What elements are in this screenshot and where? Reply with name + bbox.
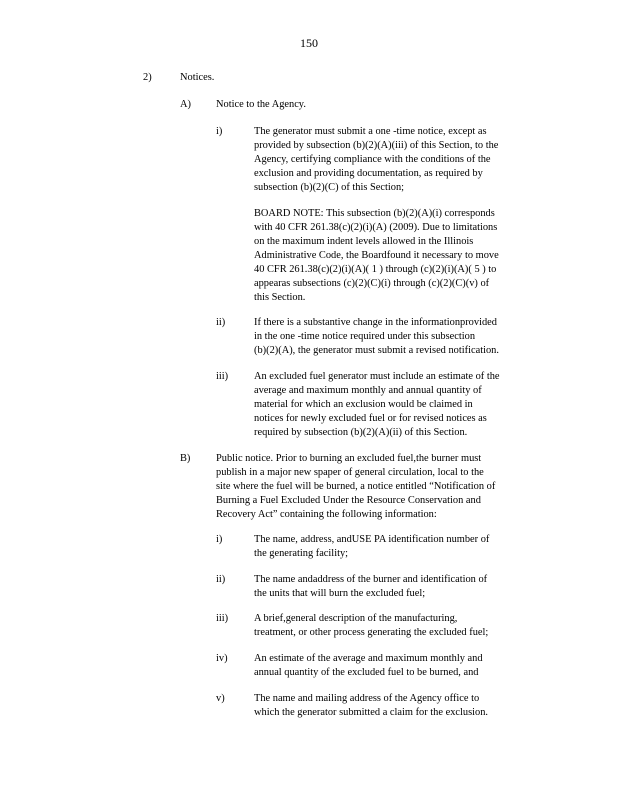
note-line: Administrative Code, the Boardfound it necessary to move — [254, 250, 499, 261]
subsection-b-marker: B) — [180, 453, 191, 464]
text-line: publish in a major new spaper of general circulation, local to the — [216, 467, 484, 478]
subsection-a-marker: A) — [180, 99, 191, 110]
text-line: Burning a Fuel Excluded Under the Resource Conservation and — [216, 495, 481, 506]
text-line: Public notice. Prior to burning an excluded fuel,the burner must — [216, 453, 482, 464]
text-line: Agency, certifying compliance with the conditions of the — [254, 154, 491, 165]
note-line: BOARD NOTE: This subsection (b)(2)(A)(i) corresponds — [254, 208, 495, 219]
text-line: material for which an exclusion would be claimed in — [254, 399, 473, 410]
item-a-iii-marker: iii) — [216, 371, 229, 382]
text-line: site where the fuel will be burned, a notice entitled “Notification of — [216, 481, 496, 492]
item-b-i-marker: i) — [216, 534, 223, 545]
note-line: appearas subsections (c)(2)(C)(i) through (c)(2)(C)(v) of — [254, 278, 490, 289]
text-line: (b)(2)(A), the generator must submit a revised notification. — [254, 345, 499, 356]
item-a-ii-marker: ii) — [216, 317, 226, 328]
text-line: An estimate of the average and maximum monthly and — [254, 653, 483, 664]
text-line: The name, address, andUSE PA identification number of — [254, 534, 490, 545]
text-line: subsection (b)(2)(C) of this Section; — [254, 182, 405, 193]
item-b-iv-marker: iv) — [216, 653, 228, 664]
text-line: If there is a substantive change in the informationprovided — [254, 317, 497, 328]
text-line: A brief,general description of the manufacturing, — [254, 613, 458, 624]
note-line: this Section. — [254, 292, 306, 303]
text-line: the generating facility; — [254, 548, 349, 559]
text-line: required by subsection (b)(2)(A)(ii) of this Section. — [254, 427, 468, 438]
section-marker: 2) — [143, 72, 152, 83]
text-line: exclusion and providing documentation, as required by — [254, 168, 483, 179]
text-line: the units that will burn the excluded fuel; — [254, 588, 426, 599]
text-line: An excluded fuel generator must include an estimate of the — [254, 371, 500, 382]
text-line: annual quantity of the excluded fuel to be burned, and — [254, 667, 479, 678]
text-line: Recovery Act” containing the following information: — [216, 509, 437, 520]
text-line: average and maximum monthly and annual quantity of — [254, 385, 482, 396]
text-line: treatment, or other process generating the excluded fuel; — [254, 627, 489, 638]
note-line: with 40 CFR 261.38(c)(2)(i)(A) (2009). Due to limitations — [254, 222, 498, 233]
item-a-i-marker: i) — [216, 126, 223, 137]
text-line: The name andaddress of the burner and identification of — [254, 574, 488, 585]
section-title: Notices. — [180, 72, 215, 83]
text-line: The generator must submit a one -time notice, except as — [254, 126, 487, 137]
text-line: provided by subsection (b)(2)(A)(iii) of this Section, to the — [254, 140, 499, 151]
text-line: The name and mailing address of the Agency office to — [254, 693, 480, 704]
note-line: on the maximum indent levels allowed in the Illinois — [254, 236, 474, 247]
text-line: notices for newly excluded fuel or for revised notices as — [254, 413, 487, 424]
text-line: in the one -time notice required under this subsection — [254, 331, 476, 342]
text-line: which the generator submitted a claim for the exclusion. — [254, 707, 489, 718]
page-number: 150 — [300, 36, 318, 50]
subsection-a-title: Notice to the Agency. — [216, 99, 306, 110]
item-b-ii-marker: ii) — [216, 574, 226, 585]
item-b-v-marker: v) — [216, 693, 225, 704]
note-line: 40 CFR 261.38(c)(2)(i)(A)( 1 ) through (c)(2)(i)(A)( 5 ) to — [254, 264, 497, 275]
item-b-iii-marker: iii) — [216, 613, 229, 624]
